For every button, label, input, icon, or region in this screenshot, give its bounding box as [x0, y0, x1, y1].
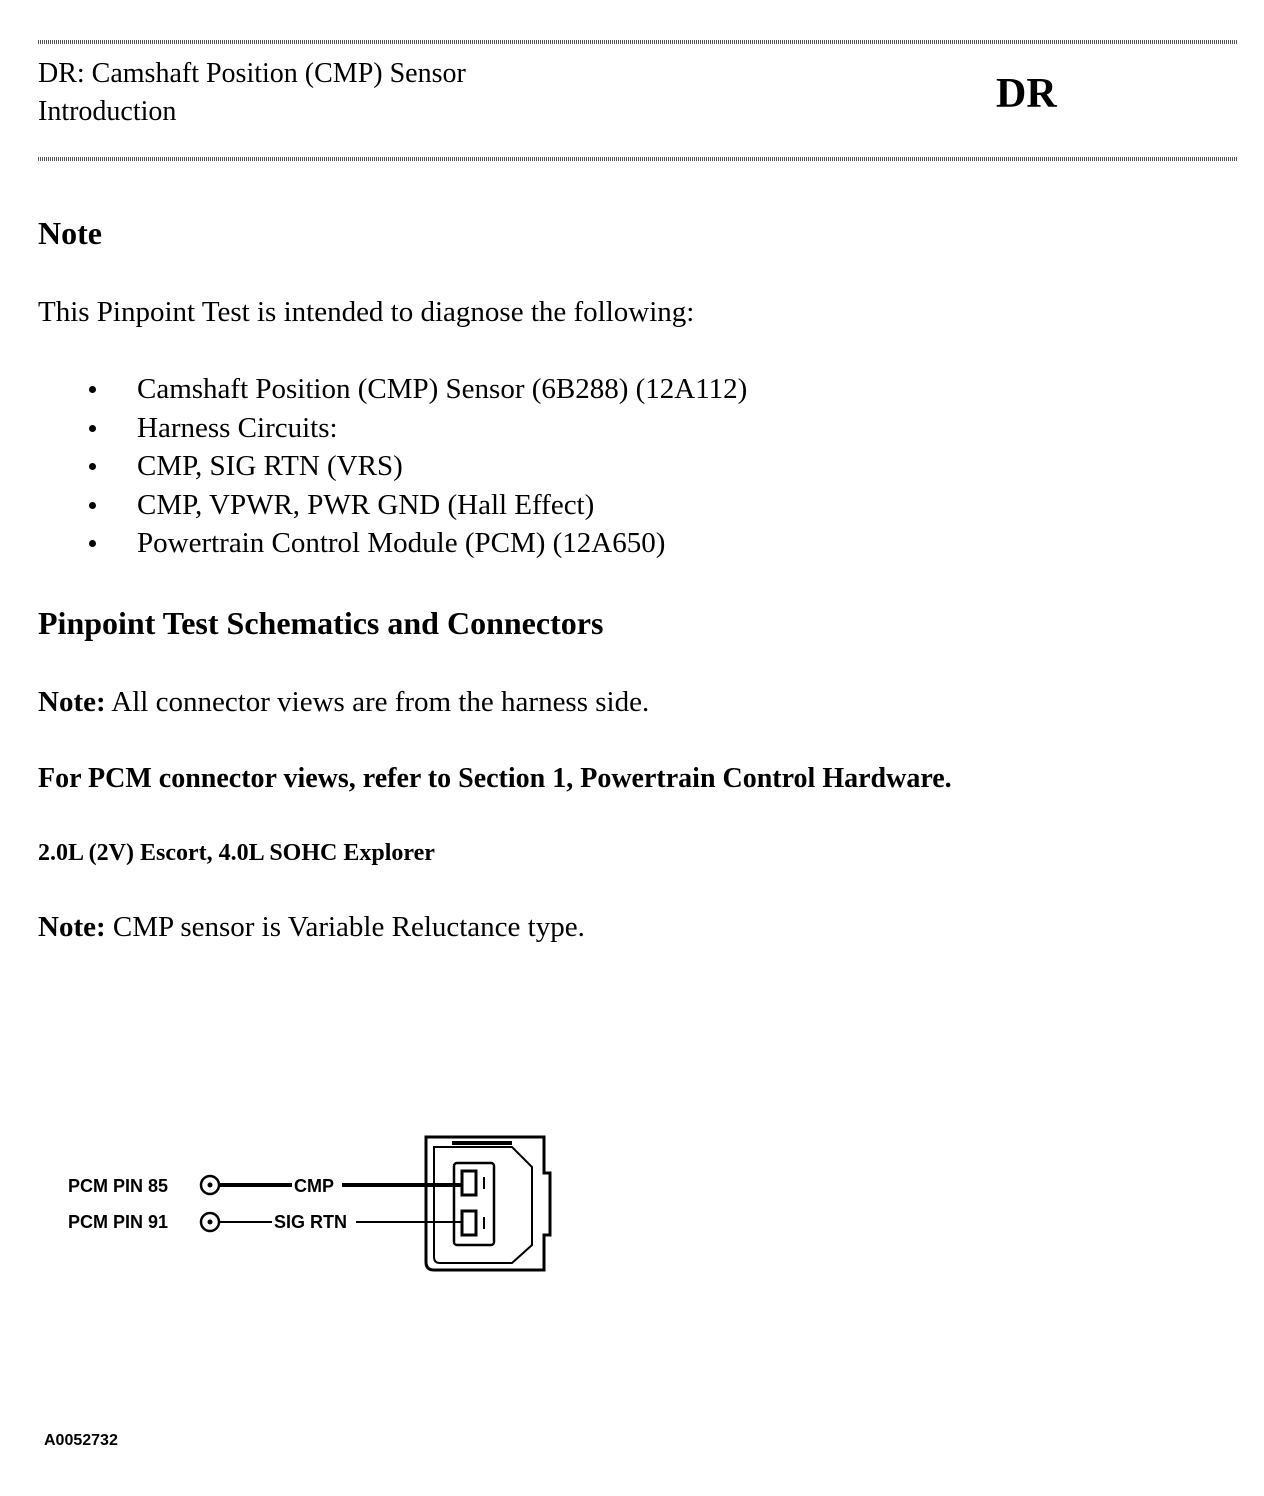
- intro-text: This Pinpoint Test is intended to diagnose the following:: [38, 296, 695, 328]
- list-item: Harness Circuits:: [38, 409, 747, 448]
- header-title: DR: Camshaft Position (CMP) Sensor: [38, 58, 466, 89]
- schematics-heading: Pinpoint Test Schematics and Connectors: [38, 605, 604, 641]
- header-bottom-rule: [38, 157, 1238, 161]
- list-item: CMP, VPWR, PWR GND (Hall Effect): [38, 486, 747, 525]
- note-label: Note:: [38, 911, 106, 943]
- figure-id: A0052732: [44, 1432, 118, 1449]
- note-harness-side: [38, 684, 649, 720]
- header-subtitle: Introduction: [38, 96, 177, 127]
- pin1-label: PCM PIN 85: [68, 1176, 169, 1196]
- cmp-connector-schematic: [60, 1125, 560, 1285]
- list-item: Camshaft Position (CMP) Sensor (6B288) (12A112): [38, 370, 747, 409]
- pin2-circuit: SIG RTN: [274, 1212, 348, 1232]
- header-top-rule: [38, 40, 1238, 44]
- list-item: CMP, SIG RTN (VRS): [38, 447, 747, 486]
- note-text: All connector views are from the harness side.: [105, 686, 650, 718]
- note-sensor-type: [38, 909, 585, 945]
- note-label: Note:: [38, 686, 106, 718]
- pcm-reference: For PCM connector views, refer to Section 1, Powertrain Control Hardware.: [38, 763, 952, 794]
- note-heading: Note: [38, 215, 102, 251]
- applicability: 2.0L (2V) Escort, 4.0L SOHC Explorer: [38, 840, 435, 866]
- pin2-label: PCM PIN 91: [68, 1212, 169, 1232]
- note-text: CMP sensor is Variable Reluctance type.: [105, 911, 585, 943]
- pin1-circuit: CMP: [294, 1176, 334, 1196]
- diagnose-list: [38, 370, 747, 563]
- pin2-terminal-dot-icon: [208, 1220, 213, 1225]
- list-item: Powertrain Control Module (PCM) (12A650): [38, 524, 747, 563]
- header-code: DR: [996, 71, 1057, 117]
- pin1-terminal-dot-icon: [208, 1183, 213, 1188]
- connector-body-icon: [426, 1137, 550, 1270]
